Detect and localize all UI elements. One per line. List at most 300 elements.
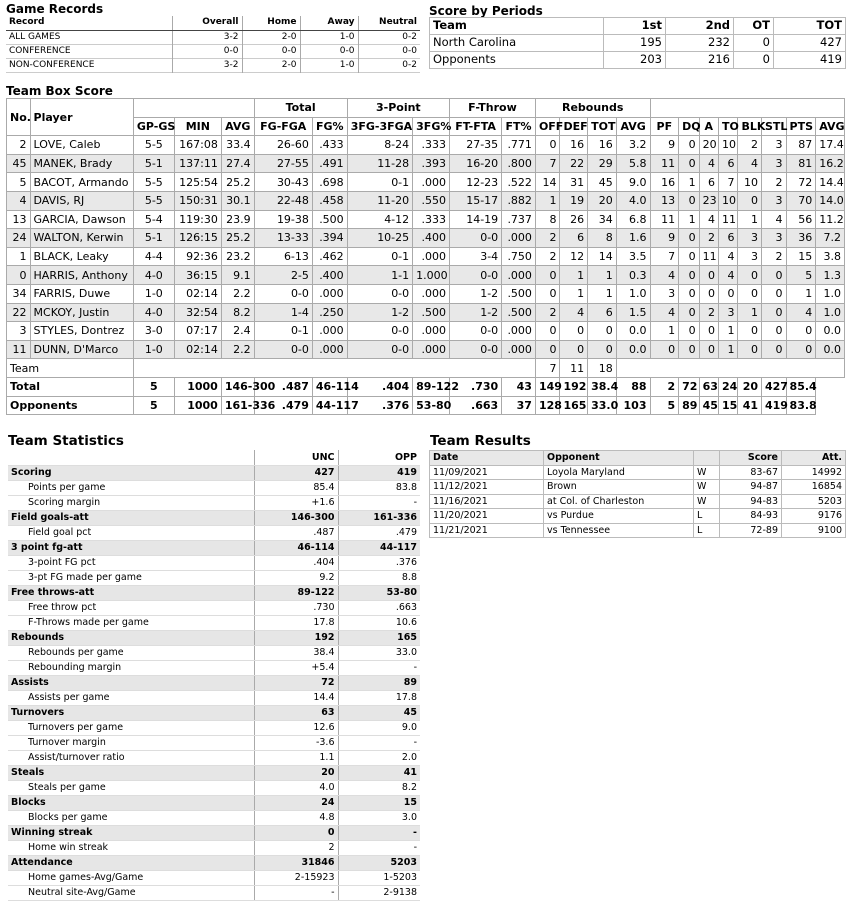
column-header: MIN: [174, 117, 221, 136]
table-cell: L: [694, 523, 720, 538]
table-cell: .771: [502, 136, 536, 155]
table-cell: 3-2: [172, 58, 242, 72]
stat-value-opp: 5203: [338, 855, 420, 870]
table-cell: 13-33: [254, 229, 312, 248]
table-cell: 27-35: [450, 136, 502, 155]
table-cell: 0.0: [816, 322, 845, 341]
table-cell: 165: [560, 396, 588, 415]
table-cell: 4: [719, 247, 738, 266]
table-cell: .550: [413, 191, 450, 210]
stat-row: [8, 720, 420, 735]
table-cell: 2.2: [221, 284, 254, 303]
stat-category-row: [8, 765, 420, 780]
table-cell: 26: [560, 210, 588, 229]
stat-value-unc: 9.2: [254, 570, 338, 585]
table-cell: 9: [650, 229, 679, 248]
player-row: [7, 229, 845, 248]
table-cell: 89: [679, 396, 699, 415]
table-cell: DAVIS, RJ: [30, 191, 133, 210]
stat-value-unc: 72: [254, 675, 338, 690]
table-cell: .000: [413, 284, 450, 303]
table-cell: 0-0: [450, 340, 502, 359]
table-cell: 0-1: [254, 322, 312, 341]
stat-row: [8, 495, 420, 510]
table-cell: 6: [560, 229, 588, 248]
table-cell: .730: [450, 377, 502, 396]
column-header: BLK: [738, 117, 762, 136]
stat-value-opp: 2.0: [338, 750, 420, 765]
stat-category: Assists: [8, 675, 254, 690]
table-cell: 0: [679, 154, 699, 173]
table-cell: 4: [699, 154, 718, 173]
group-header: Rebounds: [535, 99, 650, 118]
player-row: [7, 210, 845, 229]
stat-value-unc: 31846: [254, 855, 338, 870]
stat-value-unc: 2-15923: [254, 870, 338, 885]
table-cell: 14: [535, 173, 560, 192]
table-cell: .000: [502, 340, 536, 359]
table-cell: 83-67: [720, 465, 782, 480]
stat-value-unc: 14.4: [254, 690, 338, 705]
table-cell: 1-0: [133, 340, 174, 359]
stat-value-unc: .730: [254, 600, 338, 615]
table-cell: .000: [312, 284, 347, 303]
table-cell: 23.9: [221, 210, 254, 229]
stat-value-opp: 419: [338, 465, 420, 480]
table-cell: 0-0: [347, 322, 412, 341]
table-cell: .000: [312, 322, 347, 341]
table-cell: 2: [650, 377, 679, 396]
table-cell: 11: [719, 210, 738, 229]
table-cell: 0: [679, 340, 699, 359]
team-results-table: [429, 450, 846, 538]
table-cell: .522: [502, 173, 536, 192]
table-cell: 85.4: [786, 377, 816, 396]
table-cell: 20: [699, 136, 718, 155]
table-cell: 5-4: [133, 210, 174, 229]
stat-value-unc: 85.4: [254, 480, 338, 495]
column-header: Overall: [172, 16, 242, 30]
player-row: [7, 191, 845, 210]
score-by-periods-title: Score by Periods: [429, 4, 543, 18]
stat-row: [8, 480, 420, 495]
game-records-title: Game Records: [6, 2, 104, 16]
game-records-header: [6, 16, 420, 30]
column-header: OT: [734, 18, 774, 35]
stat-value-unc: 4.0: [254, 780, 338, 795]
table-cell: .500: [312, 210, 347, 229]
table-cell: 2-0: [242, 58, 300, 72]
table-cell: 1: [679, 173, 699, 192]
table-cell: 11: [699, 247, 718, 266]
column-header: AVG: [616, 117, 650, 136]
table-cell: 84-93: [720, 509, 782, 524]
table-cell: .333: [413, 210, 450, 229]
table-cell: 7: [535, 154, 560, 173]
stat-category-row: [8, 540, 420, 555]
table-cell: .000: [413, 173, 450, 192]
table-cell: 8.2: [221, 303, 254, 322]
stat-value-opp: 9.0: [338, 720, 420, 735]
table-cell: 4: [560, 303, 588, 322]
table-cell: 0: [679, 191, 699, 210]
table-cell: 11-28: [347, 154, 412, 173]
table-cell: 5: [133, 396, 174, 415]
stat-value-unc: 46-114: [254, 540, 338, 555]
table-cell: 216: [666, 52, 734, 69]
table-cell: 3-4: [450, 247, 502, 266]
stat-label: Points per game: [8, 480, 254, 495]
table-cell: .800: [502, 154, 536, 173]
table-cell: 25.2: [221, 173, 254, 192]
table-cell: 3: [738, 229, 762, 248]
table-cell: .376: [347, 396, 412, 415]
column-header: AVG: [816, 117, 845, 136]
table-cell: .737: [502, 210, 536, 229]
table-cell: 1000: [174, 396, 221, 415]
table-cell: 5-5: [133, 191, 174, 210]
table-cell: 4: [762, 210, 787, 229]
table-cell: 19: [560, 191, 588, 210]
column-header: Player: [30, 99, 133, 136]
table-cell: .393: [413, 154, 450, 173]
stat-value-unc: 63: [254, 705, 338, 720]
table-cell: 0.3: [616, 266, 650, 285]
total-row: [7, 377, 845, 396]
stat-category: Winning streak: [8, 825, 254, 840]
table-cell: 72-89: [720, 523, 782, 538]
column-header: DEF: [560, 117, 588, 136]
table-cell: 33.0: [588, 396, 617, 415]
result-row: [430, 523, 846, 538]
table-cell: Loyola Maryland: [544, 465, 694, 480]
stat-row: [8, 780, 420, 795]
stat-value-unc: 2: [254, 840, 338, 855]
table-cell: 2: [738, 136, 762, 155]
table-cell: 1: [7, 247, 31, 266]
stat-row: [8, 555, 420, 570]
table-cell: 1-0: [133, 284, 174, 303]
column-header: FT-FTA: [450, 117, 502, 136]
stat-label: Turnovers per game: [8, 720, 254, 735]
player-row: [7, 266, 845, 285]
table-cell: 5: [650, 396, 679, 415]
stat-category-row: [8, 795, 420, 810]
result-row: [430, 494, 846, 509]
table-cell: 2: [762, 247, 787, 266]
game-records-row: [6, 44, 420, 58]
table-cell: 146-300: [221, 377, 254, 396]
table-cell: 2: [535, 247, 560, 266]
table-cell: 23: [699, 191, 718, 210]
table-cell: .500: [413, 303, 450, 322]
game-records-table: [6, 16, 420, 73]
stat-value-unc: .404: [254, 555, 338, 570]
table-cell: .491: [312, 154, 347, 173]
table-cell: 0: [786, 340, 816, 359]
table-cell: 7: [719, 173, 738, 192]
player-row: [7, 340, 845, 359]
table-cell: W: [694, 465, 720, 480]
table-cell: 16: [650, 173, 679, 192]
table-cell: .000: [413, 340, 450, 359]
table-cell: 1: [719, 322, 738, 341]
table-cell: 9.0: [616, 173, 650, 192]
table-cell: 9.1: [221, 266, 254, 285]
table-cell: 11-20: [347, 191, 412, 210]
table-cell: FARRIS, Duwe: [30, 284, 133, 303]
table-cell: 4.0: [616, 191, 650, 210]
table-cell: 11: [650, 210, 679, 229]
table-cell: .394: [312, 229, 347, 248]
opponents-label: Opponents: [7, 396, 134, 415]
table-cell: 6: [719, 154, 738, 173]
table-cell: 1: [588, 284, 617, 303]
table-cell: 18: [588, 359, 617, 378]
table-cell: 11/16/2021: [430, 494, 544, 509]
stat-category: Rebounds: [8, 630, 254, 645]
table-cell: 161-336: [221, 396, 254, 415]
stat-value-opp: 10.6: [338, 615, 420, 630]
stat-row: [8, 885, 420, 900]
table-cell: 2.2: [221, 340, 254, 359]
stat-value-unc: 12.6: [254, 720, 338, 735]
stat-category-row: [8, 825, 420, 840]
column-header: 3FG-3FGA: [347, 117, 412, 136]
column-header: Score: [720, 451, 782, 466]
table-cell: 14: [588, 247, 617, 266]
team-results-header: [430, 451, 846, 466]
table-cell: .882: [502, 191, 536, 210]
table-cell: 4-0: [133, 303, 174, 322]
stat-label: Neutral site-Avg/Game: [8, 885, 254, 900]
table-cell: 0: [588, 340, 617, 359]
table-cell: 1: [650, 322, 679, 341]
table-cell: 0: [679, 303, 699, 322]
table-cell: 149: [535, 377, 560, 396]
stat-value-opp: .663: [338, 600, 420, 615]
table-cell: 0: [650, 340, 679, 359]
stat-label: 3-point FG pct: [8, 555, 254, 570]
table-cell: 3: [7, 322, 31, 341]
table-cell: 1-2: [347, 303, 412, 322]
stat-category-row: [8, 465, 420, 480]
score-periods-row: [430, 35, 846, 52]
column-header: AVG: [221, 117, 254, 136]
table-cell: 8: [535, 210, 560, 229]
column-header: FG-FGA: [254, 117, 312, 136]
table-cell: 0: [738, 191, 762, 210]
stat-category: Field goals-att: [8, 510, 254, 525]
table-cell: MANEK, Brady: [30, 154, 133, 173]
table-cell: LOVE, Caleb: [30, 136, 133, 155]
team-label: Team: [7, 359, 134, 378]
table-cell: 81: [786, 154, 816, 173]
table-cell: 10: [738, 173, 762, 192]
stat-label: 3-pt FG made per game: [8, 570, 254, 585]
table-cell: 0-1: [347, 173, 412, 192]
table-cell: 0: [699, 322, 718, 341]
stat-row: [8, 690, 420, 705]
column-header: Home: [242, 16, 300, 30]
table-cell: .000: [413, 322, 450, 341]
table-cell: 94-83: [720, 494, 782, 509]
column-header: Neutral: [358, 16, 420, 30]
table-cell: 29: [588, 154, 617, 173]
column-header: [694, 451, 720, 466]
table-cell: 1.000: [413, 266, 450, 285]
table-cell: Brown: [544, 480, 694, 495]
stat-value-opp: 8.8: [338, 570, 420, 585]
table-cell: 0-0: [450, 229, 502, 248]
table-cell: .400: [413, 229, 450, 248]
table-cell: 3: [762, 154, 787, 173]
column-header: Record: [6, 16, 172, 30]
table-cell: .663: [450, 396, 502, 415]
table-cell: 0-0: [254, 340, 312, 359]
group-header: 3-Point: [347, 99, 449, 118]
table-cell: 11/12/2021: [430, 480, 544, 495]
column-header: GP-GS: [133, 117, 174, 136]
result-row: [430, 480, 846, 495]
table-cell: 15-17: [450, 191, 502, 210]
table-cell: .462: [312, 247, 347, 266]
stat-value-opp: -: [338, 735, 420, 750]
stat-value-opp: 44-117: [338, 540, 420, 555]
table-cell: 7: [535, 359, 560, 378]
table-cell: 19-38: [254, 210, 312, 229]
table-cell: .750: [502, 247, 536, 266]
table-cell: 5-5: [133, 136, 174, 155]
column-header: [8, 450, 254, 465]
table-cell: 02:14: [174, 284, 221, 303]
table-cell: 63: [699, 377, 718, 396]
table-cell: .250: [312, 303, 347, 322]
table-cell: 203: [604, 52, 666, 69]
table-cell: 0: [762, 340, 787, 359]
table-cell: 0: [786, 322, 816, 341]
table-cell: 2-0: [242, 30, 300, 44]
table-cell: 10: [719, 136, 738, 155]
column-header: 3FG%: [413, 117, 450, 136]
stat-category-row: [8, 510, 420, 525]
stat-label: Rebounds per game: [8, 645, 254, 660]
table-cell: vs Tennessee: [544, 523, 694, 538]
table-cell: Opponents: [430, 52, 604, 69]
table-cell: 0: [679, 136, 699, 155]
stat-row: [8, 660, 420, 675]
table-cell: 20: [588, 191, 617, 210]
box-group-header: [7, 99, 845, 118]
stat-value-opp: -: [338, 825, 420, 840]
column-header: PTS: [786, 117, 816, 136]
player-row: [7, 247, 845, 266]
stat-value-opp: 45: [338, 705, 420, 720]
table-cell: .000: [502, 229, 536, 248]
table-cell: 103: [616, 396, 650, 415]
stat-value-unc: 192: [254, 630, 338, 645]
stat-label: Rebounding margin: [8, 660, 254, 675]
table-cell: 83.8: [786, 396, 816, 415]
table-cell: 3-2: [172, 30, 242, 44]
table-cell: 14.4: [816, 173, 845, 192]
table-cell: 2-5: [254, 266, 312, 285]
table-cell: 5-1: [133, 154, 174, 173]
table-cell: .000: [502, 266, 536, 285]
table-cell: 11: [650, 154, 679, 173]
table-cell: W: [694, 480, 720, 495]
table-cell: 3.2: [616, 136, 650, 155]
score-periods-header: [430, 18, 846, 35]
stat-value-opp: 3.0: [338, 810, 420, 825]
table-cell: .333: [413, 136, 450, 155]
table-cell: 34: [588, 210, 617, 229]
stat-category: Steals: [8, 765, 254, 780]
table-cell: 9176: [782, 509, 846, 524]
column-header: Away: [300, 16, 358, 30]
table-cell: 0: [738, 284, 762, 303]
table-cell: 0-0: [347, 284, 412, 303]
table-cell: L: [694, 509, 720, 524]
table-cell: [616, 359, 844, 378]
table-cell: 10: [719, 191, 738, 210]
stat-category: Blocks: [8, 795, 254, 810]
team-stats-header: [8, 450, 420, 465]
table-cell: 43: [502, 377, 536, 396]
table-cell: 11/20/2021: [430, 509, 544, 524]
table-cell: 419: [774, 52, 846, 69]
column-header: No.: [7, 99, 31, 136]
table-cell: 2: [535, 303, 560, 322]
table-cell: 3: [738, 247, 762, 266]
stat-value-unc: 17.8: [254, 615, 338, 630]
table-cell: 2: [762, 173, 787, 192]
stat-value-unc: .487: [254, 525, 338, 540]
table-cell: 14.0: [816, 191, 845, 210]
table-cell: 1-0: [300, 58, 358, 72]
stat-label: Home win streak: [8, 840, 254, 855]
stat-value-opp: 53-80: [338, 585, 420, 600]
table-cell: 16: [560, 136, 588, 155]
table-cell: 0: [762, 284, 787, 303]
table-cell: 8-24: [347, 136, 412, 155]
table-cell: 0: [738, 266, 762, 285]
table-cell: .500: [502, 284, 536, 303]
table-cell: 0-0: [300, 44, 358, 58]
table-cell: 3: [719, 303, 738, 322]
team-box-score-table: [6, 98, 845, 415]
table-cell: 1.3: [816, 266, 845, 285]
table-cell: 16.2: [816, 154, 845, 173]
table-cell: 4: [786, 303, 816, 322]
table-cell: 72: [679, 377, 699, 396]
table-cell: 14992: [782, 465, 846, 480]
table-cell: 4-12: [347, 210, 412, 229]
player-row: [7, 284, 845, 303]
table-cell: 5: [7, 173, 31, 192]
table-cell: 9: [650, 136, 679, 155]
stat-row: [8, 600, 420, 615]
stat-value-unc: +5.4: [254, 660, 338, 675]
table-cell: 125:54: [174, 173, 221, 192]
table-cell: 4: [719, 266, 738, 285]
table-cell: 1.5: [616, 303, 650, 322]
table-cell: 22-48: [254, 191, 312, 210]
table-cell: 88: [616, 377, 650, 396]
table-cell: 9100: [782, 523, 846, 538]
table-cell: 0-0: [358, 44, 420, 58]
table-cell: DUNN, D'Marco: [30, 340, 133, 359]
